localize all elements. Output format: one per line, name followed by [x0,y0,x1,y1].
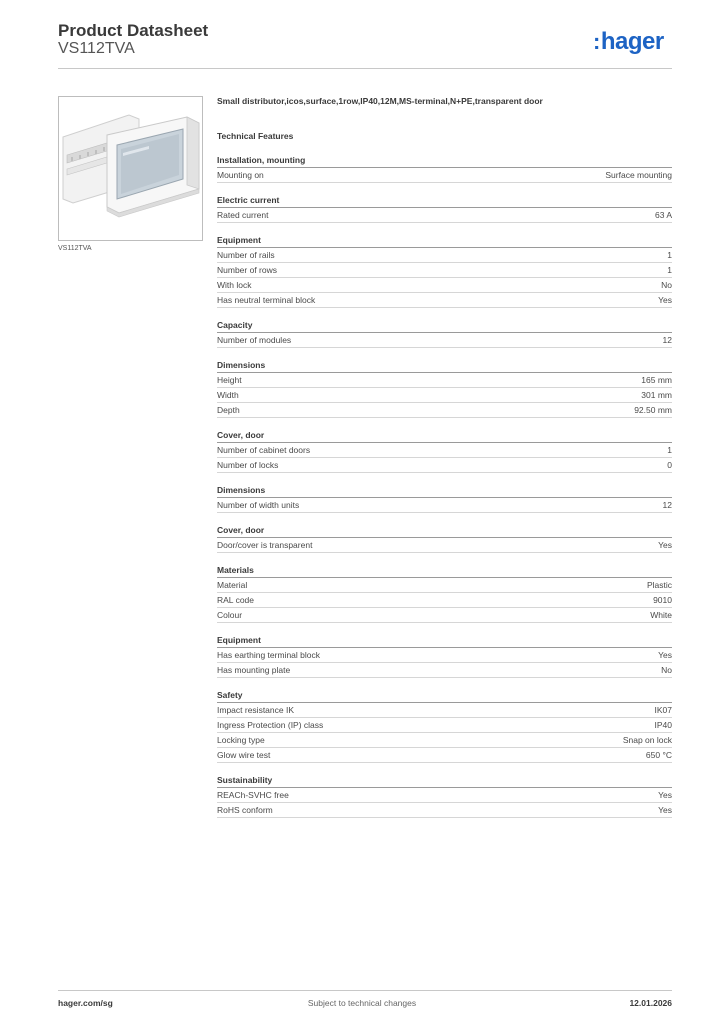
feature-row [217,458,672,473]
feature-section [217,193,672,223]
feature-label: Glow wire test [217,750,271,760]
footer-divider [58,990,672,991]
feature-row [217,403,672,418]
feature-section [217,563,672,623]
feature-label: Has earthing terminal block [217,650,320,660]
datasheet-content [217,94,672,818]
feature-row [217,498,672,513]
feature-value: Surface mounting [605,170,672,180]
feature-value: 1 [667,265,672,275]
feature-row [217,663,672,678]
feature-section [217,523,672,553]
feature-label: With lock [217,280,252,290]
feature-label: Colour [217,610,243,620]
section-title: Dimensions [217,358,672,373]
feature-label: Number of rails [217,250,275,260]
distribution-box-illustration [59,97,202,240]
feature-label: Has neutral terminal block [217,295,316,305]
feature-section [217,773,672,818]
feature-value: Plastic [646,580,672,590]
feature-value: 92.50 mm [634,405,672,415]
feature-row [217,803,672,818]
feature-row [217,263,672,278]
feature-row [217,373,672,388]
feature-value: Yes [658,540,672,550]
product-code: VS112TVA [58,40,135,57]
feature-row [217,703,672,718]
feature-value: Yes [658,805,672,815]
feature-label: Rated current [217,210,269,220]
feature-label: Number of cabinet doors [217,445,311,455]
feature-value: 165 mm [641,375,672,385]
image-caption: VS112TVA [58,245,92,252]
feature-section [217,358,672,418]
feature-label: Ingress Protection (IP) class [217,720,324,730]
feature-value: Yes [658,790,672,800]
feature-value: 301 mm [641,390,672,400]
feature-value: Snap on lock [622,735,672,745]
feature-row [217,168,672,183]
feature-label: Depth [217,405,240,415]
logo-text: hager [600,28,664,55]
feature-value: 12 [662,335,672,345]
feature-label: REACh-SVHC free [217,790,289,800]
feature-value: 9010 [653,595,672,605]
footer-website: hager.com/sg [58,998,113,1008]
feature-label: RAL code [217,595,255,605]
feature-label: RoHS conform [217,805,273,815]
feature-row [217,648,672,663]
feature-row [217,593,672,608]
feature-label: Impact resistance IK [217,705,295,715]
feature-value: 650 °C [645,750,672,760]
feature-value: Yes [658,650,672,660]
feature-row [217,388,672,403]
feature-row [217,578,672,593]
feature-label: Locking type [217,735,265,745]
feature-value: White [650,610,672,620]
feature-sections [217,153,672,818]
feature-row [217,248,672,263]
footer-date: 12.01.2026 [629,998,672,1008]
feature-row [217,788,672,803]
feature-section [217,688,672,763]
feature-label: Width [217,390,239,400]
feature-section [217,483,672,513]
feature-label: Height [217,375,242,385]
feature-row [217,293,672,308]
feature-section [217,233,672,308]
feature-row [217,608,672,623]
feature-value: 1 [667,250,672,260]
feature-label: Number of modules [217,335,292,345]
feature-row [217,443,672,458]
feature-row [217,748,672,763]
feature-row [217,278,672,293]
section-title: Equipment [217,233,672,248]
feature-row [217,718,672,733]
feature-row [217,538,672,553]
feature-label: Mounting on [217,170,264,180]
feature-row [217,208,672,223]
section-title: Cover, door [217,428,672,443]
section-title: Equipment [217,633,672,648]
feature-value: 1 [667,445,672,455]
section-title: Sustainability [217,773,672,788]
feature-label: Number of width units [217,500,300,510]
feature-value: IP40 [654,720,672,730]
product-image [58,96,203,241]
feature-value: Yes [658,295,672,305]
hager-logo: :hager [593,28,664,55]
feature-row [217,733,672,748]
page-title: Product Datasheet [58,21,209,40]
feature-value: No [661,280,672,290]
feature-label: Material [217,580,248,590]
header-divider [58,68,672,69]
section-title: Safety [217,688,672,703]
feature-label: Number of locks [217,460,279,470]
feature-label: Number of rows [217,265,277,275]
feature-section [217,428,672,473]
technical-features-heading: Technical Features [217,131,294,141]
section-title: Cover, door [217,523,672,538]
section-title: Capacity [217,318,672,333]
feature-value: 63 A [654,210,672,220]
feature-label: Has mounting plate [217,665,291,675]
feature-label: Door/cover is transparent [217,540,313,550]
feature-value: IK07 [654,705,672,715]
section-title: Electric current [217,193,672,208]
feature-section [217,153,672,183]
section-title: Dimensions [217,483,672,498]
feature-row [217,333,672,348]
feature-value: 12 [662,500,672,510]
feature-value: No [661,665,672,675]
section-title: Materials [217,563,672,578]
footer-note: Subject to technical changes [307,998,417,1008]
product-description: Small distributor,icos,surface,1row,IP40,12M,MS-terminal,N+PE,transparent door [217,96,543,106]
feature-value: 0 [667,460,672,470]
feature-section [217,633,672,678]
feature-section [217,318,672,348]
section-title: Installation, mounting [217,153,672,168]
